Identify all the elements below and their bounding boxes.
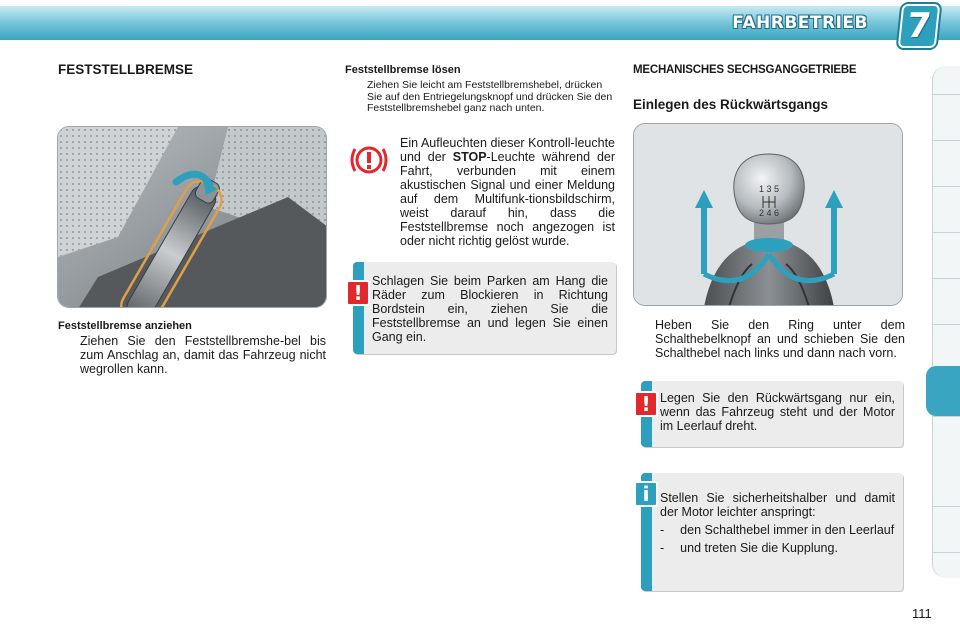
parking-brake-drawing [58,127,327,308]
hand-pointer-icon [633,318,647,360]
tab-divider [933,186,960,187]
tab-divider [933,94,960,95]
exclamation-icon: ! [634,391,658,417]
reverse-warning-box [641,381,903,447]
chapter-number: 7 [905,6,933,46]
subheading-reverse: Einlegen des Rückwärtsgangs [633,97,829,112]
knob-label-top: 1 3 5 [758,184,780,194]
tab-divider [933,506,960,507]
parking-note-box [353,262,616,354]
hand-pointer-icon [345,80,359,115]
warning-text-start: Ein Aufleuchten dieser Kontroll-leuchte und der [400,136,615,164]
section-title: FESTSTELLBREMSE [58,62,194,77]
tab-divider [933,278,960,279]
tab-divider [933,232,960,233]
warning-text-end: -Leuchte während der Fahrt, verbunden mit einem akustischen Signal und einer Meldung auf dem Multifunk-tionsbildschirm, weist darauf hin, dass die Feststellbremse noch angezogen ist oder nicht richtig gelöst wurde. [400,150,616,248]
reverse-step-text: Heben Sie den Ring unter dem Schalthebelknopf an und schieben Sie den Schalthebel nach links und dann nach vorn. [655,318,905,360]
knob-label-bottom: 2 4 6 [758,208,780,218]
info-dash: - [660,541,665,555]
info-icon: i [634,481,658,507]
info-dash: - [660,523,665,537]
chapter-badge [898,4,941,48]
brake-warning-lamp-icon [348,142,390,178]
stop-label: STOP [452,150,487,164]
reverse-step [633,318,905,360]
info-item-text: und treten Sie die Kupplung. [680,541,838,555]
reverse-warning-text: Legen Sie den Rückwärtsgang nur ein, wenn das Fahrzeug steht und der Motor im Leerlauf dreht. [660,391,895,433]
tab-divider [933,552,960,553]
gear-lever-illustration [633,123,903,306]
apply-step-text: Ziehen Sie den Feststellbremshe-bel bis zum Anschlag an, damit das Fahrzeug nicht wegrollen kann. [80,334,326,376]
parking-brake-illustration [57,126,327,308]
info-box [641,473,903,591]
hand-pointer-icon [58,334,72,376]
info-item-text: den Schalthebel immer in den Leerlauf [680,523,895,537]
tab-divider [933,416,960,417]
gear-lever-drawing [634,124,903,306]
release-step-text: Ziehen Sie leicht am Feststellbremshebel, drücken Sie auf den Entriegelungsknopf und drücken Sie den Feststellbremshebel ganz nach unten. [367,79,613,114]
tab-divider [933,324,960,325]
page-header [0,0,960,48]
chapter-title: FAHRBETRIEB [732,13,868,33]
active-chapter-tab[interactable] [926,366,960,416]
apply-step [58,334,326,376]
chapter-tab-strip [932,66,960,578]
subheading-release: Feststellbremse lösen [345,64,461,76]
release-step [345,80,615,115]
parking-note-text: Schlagen Sie beim Parken am Hang die Räder zum Blockieren in Richtung Bordstein ein, ziehen Sie die Feststellbremse an und legen Sie einen Gang ein. [372,274,608,344]
info-list-item [652,519,903,537]
page-number: 111 [912,606,932,621]
info-list-item [652,537,903,555]
exclamation-icon: ! [346,280,370,306]
info-text: Stellen Sie sicherheitshalber und damit der Motor leichter anspringt: [660,491,895,519]
tab-divider [933,140,960,141]
section-title-gearbox: MECHANISCHES SECHSGANGGETRIEBE [633,64,857,76]
subheading-apply: Feststellbremse anziehen [58,320,192,332]
